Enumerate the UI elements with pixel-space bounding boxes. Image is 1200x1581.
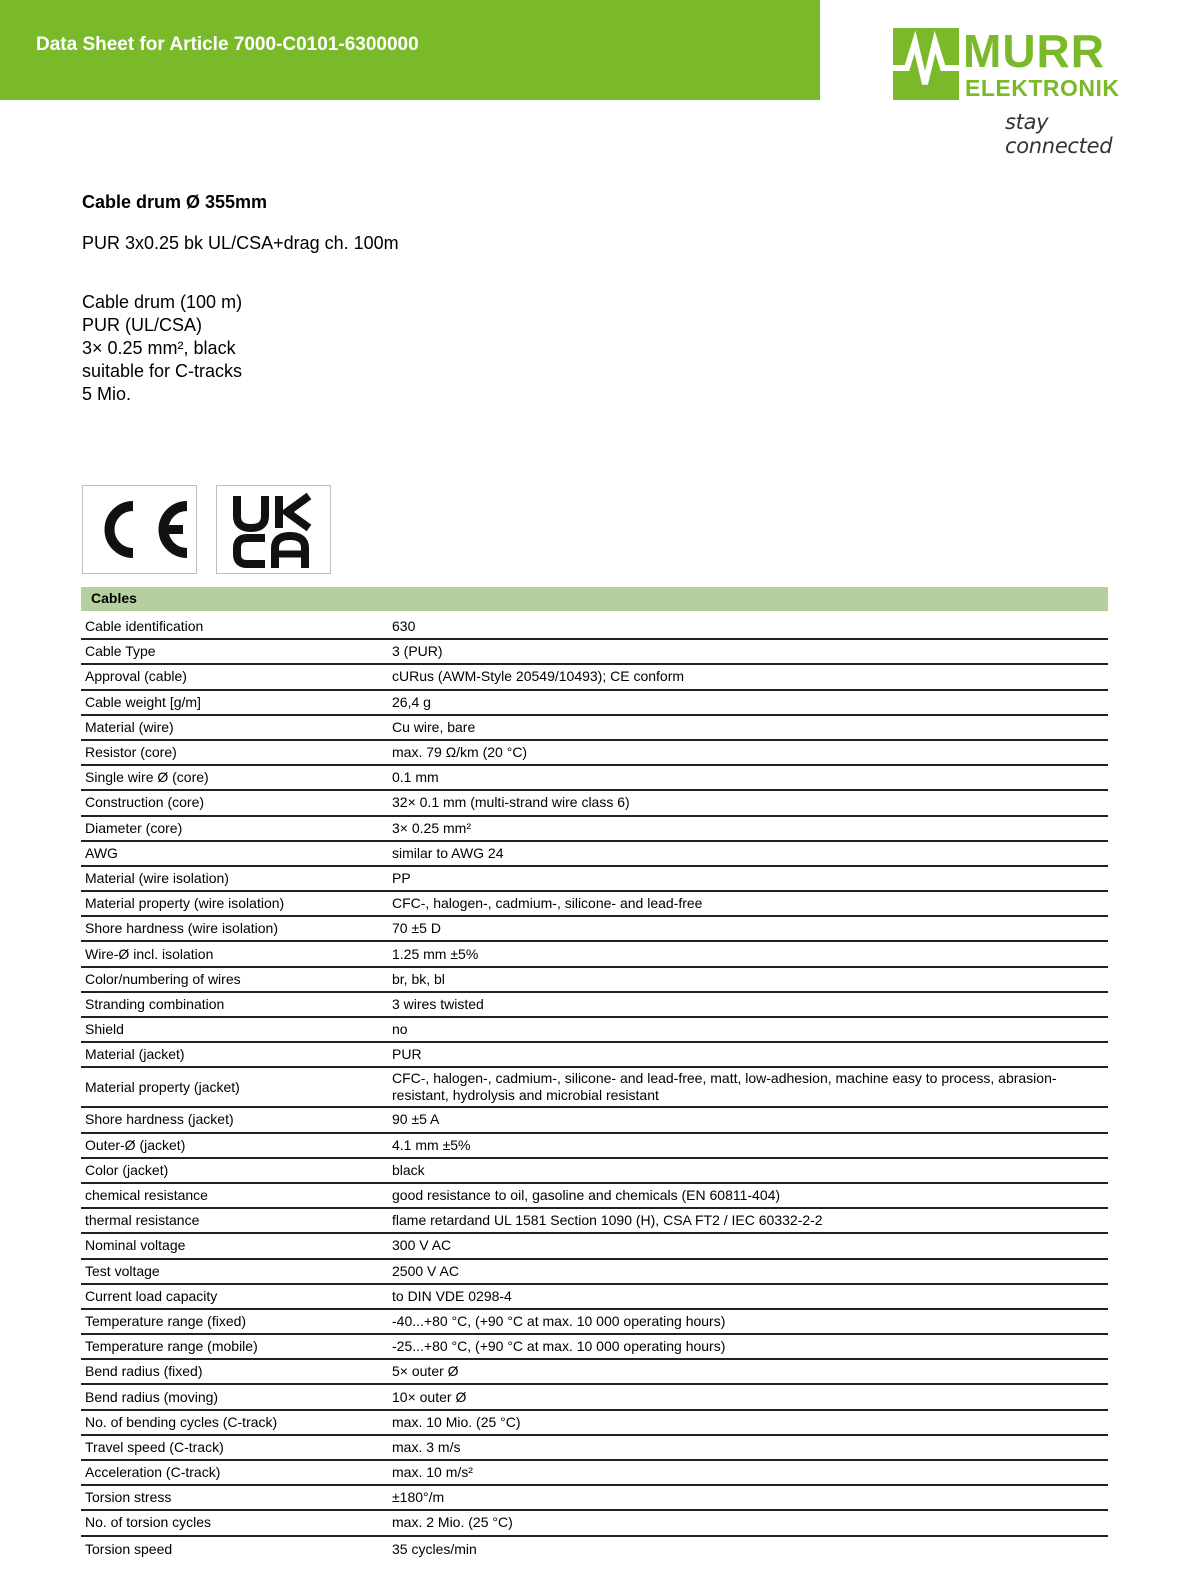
table-row: [81, 1285, 1108, 1310]
spec-label: Cable identification: [85, 618, 204, 635]
logo-elektronik-text: ELEKTRONIK: [965, 75, 1120, 101]
murr-elektronik-logo: [893, 25, 1153, 158]
header-band: [0, 0, 820, 100]
logo-murr-text: MURR: [963, 25, 1105, 77]
table-row: [81, 1209, 1108, 1234]
logo-tagline: stay connected: [1005, 110, 1113, 158]
spec-value: max. 2 Mio. (25 °C): [392, 1514, 513, 1531]
spec-value: CFC-, halogen-, cadmium-, silicone- and lead-free: [392, 895, 703, 912]
spec-value: max. 10 m/s²: [392, 1464, 473, 1481]
table-row: [81, 1134, 1108, 1159]
spec-value: similar to AWG 24: [392, 844, 504, 861]
table-row: [81, 1068, 1108, 1108]
product-short-description: PUR 3x0.25 bk UL/CSA+drag ch. 100m: [82, 233, 399, 253]
spec-value: max. 79 Ω/km (20 °C): [392, 744, 528, 761]
spec-value: -40...+80 °C, (+90 °C at max. 10 000 operating hours): [392, 1312, 726, 1329]
spec-value: no: [392, 1021, 408, 1038]
spec-label: Diameter (core): [85, 819, 183, 836]
spec-value: PP: [392, 869, 411, 886]
spec-value: 1.25 mm ±5%: [392, 945, 479, 962]
description-line: suitable for C-tracks: [82, 361, 243, 381]
spec-label: Material (jacket): [85, 1046, 185, 1063]
spec-value: 0.1 mm: [392, 769, 439, 786]
spec-value: 300 V AC: [392, 1237, 452, 1254]
spec-label: Material (wire isolation): [85, 869, 229, 886]
spec-label: Single wire Ø (core): [85, 769, 209, 786]
spec-value: 5× outer Ø: [392, 1363, 459, 1380]
table-row: [81, 1260, 1108, 1285]
table-row: [81, 1184, 1108, 1209]
spec-label: Material property (wire isolation): [85, 895, 285, 912]
spec-value: 26,4 g: [392, 693, 431, 710]
spec-label: Travel speed (C-track): [85, 1438, 224, 1455]
description-line: 5 Mio.: [82, 384, 132, 404]
table-row: [81, 1108, 1108, 1133]
spec-label: Temperature range (mobile): [85, 1338, 258, 1355]
spec-value: 35 cycles/min: [392, 1540, 477, 1557]
spec-value: flame retardand UL 1581 Section 1090 (H), CSA FT2 / IEC 60332-2-2: [392, 1212, 823, 1229]
spec-value: 4.1 mm ±5%: [392, 1136, 471, 1153]
spec-value: 630: [392, 618, 416, 635]
spec-label: Bend radius (fixed): [85, 1363, 203, 1380]
table-row: [81, 665, 1108, 690]
table-row: [81, 867, 1108, 892]
table-row: [81, 1486, 1108, 1511]
spec-label: Shore hardness (jacket): [85, 1111, 234, 1128]
table-row: [81, 942, 1108, 967]
spec-value: br, bk, bl: [392, 970, 445, 987]
spec-table: [81, 615, 1108, 1562]
description-line: Cable drum (100 m): [82, 292, 243, 312]
spec-label: Test voltage: [85, 1262, 160, 1279]
ukca-mark: [216, 485, 331, 574]
table-row: [81, 1461, 1108, 1486]
table-row: [81, 817, 1108, 842]
table-row: [81, 1043, 1108, 1068]
spec-value: 10× outer Ø: [392, 1388, 467, 1405]
spec-label: Bend radius (moving): [85, 1388, 219, 1405]
spec-value: to DIN VDE 0298-4: [392, 1287, 512, 1304]
spec-value: 3 wires twisted: [392, 995, 484, 1012]
spec-label: Resistor (core): [85, 744, 177, 761]
spec-value: 3× 0.25 mm²: [392, 819, 471, 836]
table-row: [81, 716, 1108, 741]
table-row: [81, 1159, 1108, 1184]
spec-label: chemical resistance: [85, 1187, 208, 1204]
spec-value: PUR: [392, 1046, 422, 1063]
spec-label: Material (wire): [85, 718, 174, 735]
spec-value: 70 ±5 D: [392, 920, 441, 937]
spec-label: Color/numbering of wires: [85, 970, 241, 987]
table-row: [81, 842, 1108, 867]
table-row: [81, 1310, 1108, 1335]
table-row: [81, 615, 1108, 640]
spec-value: black: [392, 1161, 425, 1178]
spec-label: Cable weight [g/m]: [85, 693, 201, 710]
spec-value: max. 3 m/s: [392, 1438, 461, 1455]
spec-value: 90 ±5 A: [392, 1111, 440, 1128]
murr-logo-mark-icon: [893, 28, 959, 100]
description-line: PUR (UL/CSA): [82, 315, 203, 335]
spec-value: ±180°/m: [392, 1489, 445, 1506]
table-row: [81, 1385, 1108, 1410]
spec-label: Temperature range (fixed): [85, 1312, 247, 1329]
spec-label: Torsion speed: [85, 1540, 173, 1557]
page-title: Data Sheet for Article 7000-C0101-6300000: [36, 34, 419, 55]
product-name: Cable drum Ø 355mm: [82, 192, 268, 212]
table-row: [81, 1511, 1108, 1536]
spec-value: cURus (AWM-Style 20549/10493); CE conform: [392, 668, 685, 685]
spec-label: Shield: [85, 1021, 124, 1038]
table-row: [81, 968, 1108, 993]
spec-value: good resistance to oil, gasoline and chemicals (EN 60811-404): [392, 1187, 781, 1204]
table-row: [81, 766, 1108, 791]
spec-label: Approval (cable): [85, 668, 187, 685]
ce-mark: [82, 485, 197, 574]
spec-label: Cable Type: [85, 643, 156, 660]
section-header-cables: Cables: [81, 587, 1108, 611]
spec-label: Current load capacity: [85, 1287, 218, 1304]
table-row: [81, 917, 1108, 942]
spec-value: 32× 0.1 mm (multi-strand wire class 6): [392, 794, 630, 811]
spec-label: Acceleration (C-track): [85, 1464, 221, 1481]
spec-label: Color (jacket): [85, 1161, 169, 1178]
table-row: [81, 1234, 1108, 1259]
table-row: [81, 1360, 1108, 1385]
ukca-mark-icon: [217, 486, 330, 573]
table-row: [81, 1436, 1108, 1461]
table-row: [81, 1537, 1108, 1562]
spec-label: No. of torsion cycles: [85, 1514, 212, 1531]
description-line: 3× 0.25 mm², black: [82, 338, 236, 358]
spec-label: thermal resistance: [85, 1212, 200, 1229]
spec-label: No. of bending cycles (C-track): [85, 1413, 278, 1430]
ce-mark-icon: [83, 486, 196, 573]
spec-value: -25...+80 °C, (+90 °C at max. 10 000 operating hours): [392, 1338, 726, 1355]
table-row: [81, 1411, 1108, 1436]
spec-label: Wire-Ø incl. isolation: [85, 945, 214, 962]
spec-label: Shore hardness (wire isolation): [85, 920, 278, 937]
table-row: [81, 691, 1108, 716]
spec-value: 3 (PUR): [392, 643, 443, 660]
table-row: [81, 892, 1108, 917]
table-row: [81, 993, 1108, 1018]
spec-value: max. 10 Mio. (25 °C): [392, 1413, 521, 1430]
spec-value: Cu wire, bare: [392, 718, 476, 735]
spec-label: Nominal voltage: [85, 1237, 186, 1254]
spec-label: AWG: [85, 844, 118, 861]
table-row: [81, 1018, 1108, 1043]
table-row: [81, 791, 1108, 816]
table-row: [81, 741, 1108, 766]
table-row: [81, 640, 1108, 665]
spec-value: 2500 V AC: [392, 1262, 459, 1279]
spec-label: Torsion stress: [85, 1489, 172, 1506]
table-row: [81, 1335, 1108, 1360]
spec-value: CFC-, halogen-, cadmium-, silicone- and lead-free, matt, low-adhesion, machine easy to process, abrasion-resistant, hydrolysis and microbial resistant: [392, 1070, 1057, 1104]
spec-label: Outer-Ø (jacket): [85, 1136, 186, 1153]
spec-label: Material property (jacket): [85, 1078, 240, 1095]
product-description: [82, 291, 242, 406]
spec-label: Construction (core): [85, 794, 205, 811]
spec-label: Stranding combination: [85, 995, 225, 1012]
